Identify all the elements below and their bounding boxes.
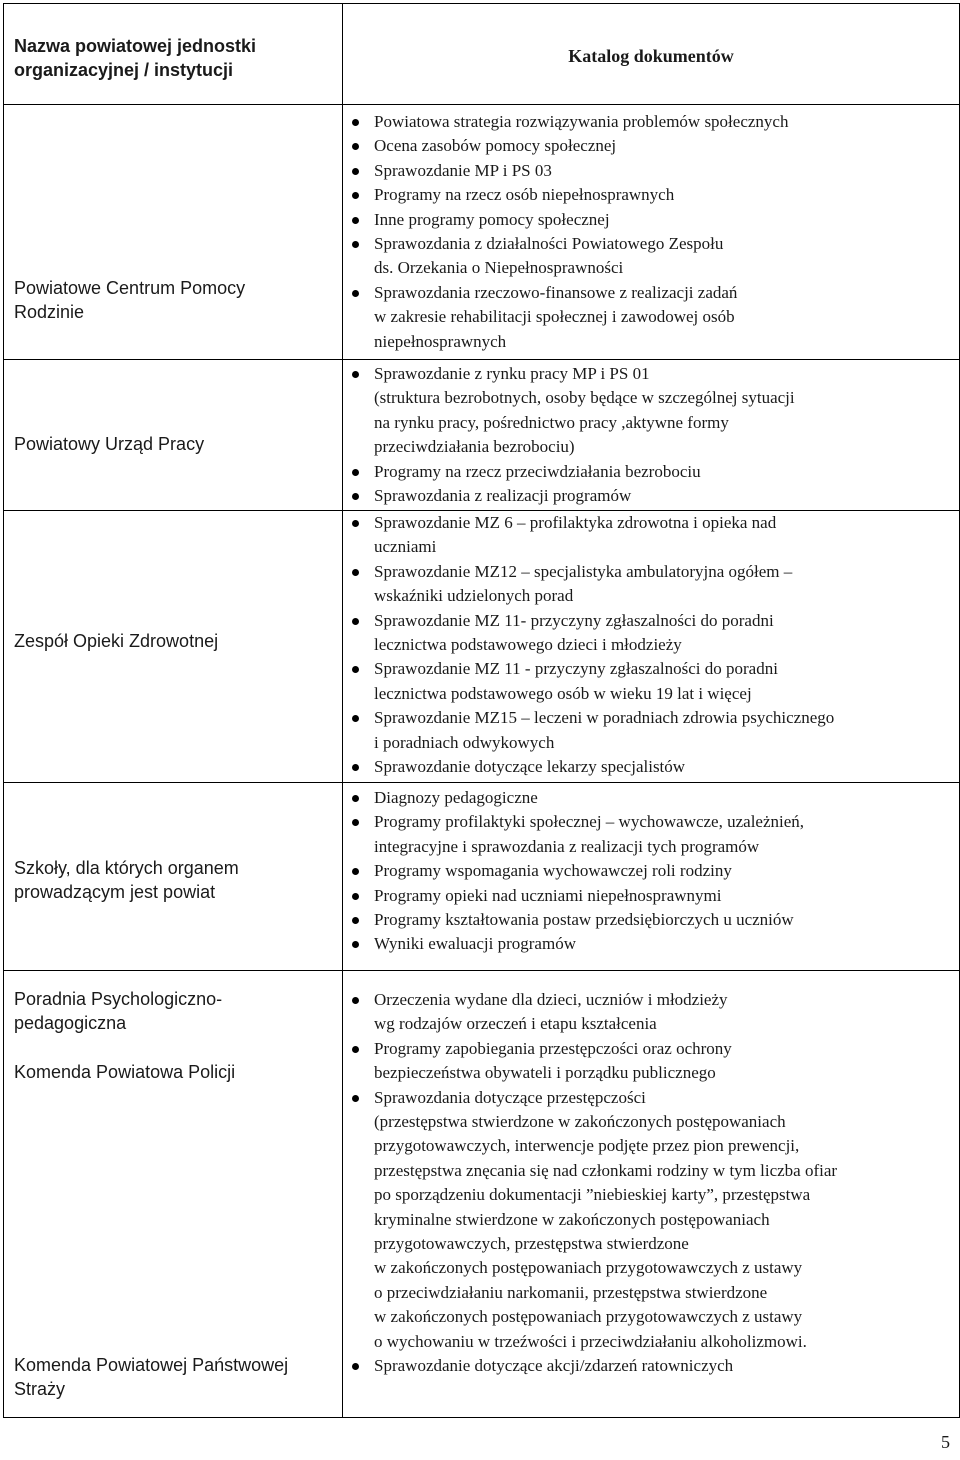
- unit-label-line: Zespół Opieki Zdrowotnej: [14, 631, 219, 651]
- list-item-text: (struktura bezrobotnych, osoby będące w szczególnej sytuacji: [374, 388, 795, 408]
- list-item-text: Sprawozdanie MZ 11 - przyczyny zgłaszalności do poradni: [374, 659, 778, 679]
- unit-label-line: Powiatowy Urząd Pracy: [14, 434, 205, 454]
- list-item-text: Sprawozdanie MZ12 – specjalistyka ambulatoryjna ogółem –: [374, 561, 793, 581]
- unit-label-line: Straży: [14, 1379, 66, 1399]
- list-item-text: i poradniach odwykowych: [374, 732, 555, 752]
- unit-label-line: Poradnia Psychologiczno-: [14, 989, 223, 1009]
- list-item: [350, 159, 950, 183]
- unit-zoz: [14, 629, 314, 653]
- list-item-text: przestępstwa znęcania się nad członkami rodziny w tym liczba ofiar: [374, 1160, 838, 1180]
- list-item-text: przeciwdziałania bezrobociu): [374, 437, 575, 457]
- document-list-poradnia-policja-straz: [350, 988, 950, 1379]
- unit-poradnia: [14, 987, 314, 1035]
- list-item: [350, 484, 950, 508]
- list-item-text: Programy profilaktyki społecznej – wychowawcze, uzależnień,: [374, 812, 805, 832]
- unit-label-line: Szkoły, dla których organem: [14, 858, 239, 878]
- list-item: [350, 755, 950, 779]
- list-item: [350, 786, 950, 810]
- list-item: [350, 1354, 950, 1378]
- list-item: [350, 1037, 950, 1086]
- list-item-text: lecznictwa podstawowego osób w wieku 19 lat i więcej: [374, 683, 752, 703]
- list-item-text: Sprawozdania z działalności Powiatowego Zespołu: [374, 234, 724, 254]
- list-item: [350, 183, 950, 207]
- list-item-text: Sprawozdanie MP i PS 03: [374, 160, 552, 180]
- section-divider: [3, 359, 960, 360]
- list-item: [350, 560, 950, 609]
- list-item-text: Programy zapobiegania przestępczości oraz ochrony: [374, 1038, 732, 1058]
- list-item: [350, 134, 950, 158]
- header-row-divider: [3, 104, 960, 105]
- column-header-unit: [14, 34, 314, 82]
- list-item: [350, 884, 950, 908]
- list-item-text: Sprawozdanie MZ15 – leczeni w poradniach zdrowia psychicznego: [374, 708, 835, 728]
- column-header-catalog: Katalog dokumentów: [568, 46, 734, 66]
- list-item-text: w zakresie rehabilitacji społecznej i zawodowej osób: [374, 307, 735, 327]
- list-item-text: Sprawozdanie dotyczące akcji/zdarzeń ratowniczych: [374, 1356, 734, 1376]
- document-list-szkoly: [350, 786, 950, 957]
- unit-label-line: Powiatowe Centrum Pomocy: [14, 278, 246, 298]
- list-item-text: Sprawozdanie MZ 11- przyczyny zgłaszalności do poradni: [374, 610, 774, 630]
- list-item: [350, 511, 950, 560]
- list-item-text: Sprawozdanie dotyczące lekarzy specjalistów: [374, 757, 686, 777]
- unit-label-line: prowadzącym jest powiat: [14, 882, 216, 902]
- list-item-text: przygotowawczych, interwencje podjęte przez pion prewencji,: [374, 1136, 800, 1156]
- list-item-text: wskaźniki udzielonych porad: [374, 586, 574, 606]
- list-item: [350, 706, 950, 755]
- document-list-zoz: [350, 511, 950, 779]
- section-divider: [3, 782, 960, 783]
- list-item: [350, 932, 950, 956]
- list-item: [350, 460, 950, 484]
- list-item-text: Powiatowa strategia rozwiązywania problemów społecznych: [374, 112, 789, 131]
- list-item-text: Orzeczenia wydane dla dzieci, uczniów i młodzieży: [374, 990, 728, 1009]
- column-divider: [342, 3, 343, 1418]
- list-item: [350, 232, 950, 281]
- unit-straz: [14, 1353, 314, 1401]
- unit-label-line: pedagogiczna: [14, 1013, 127, 1033]
- page-number: 5: [941, 1432, 950, 1452]
- unit-label-line: Komenda Powiatowa Policji: [14, 1062, 236, 1082]
- list-item-text: o przeciwdziałaniu narkomanii, przestępstwa stwierdzone: [374, 1282, 768, 1302]
- list-item: [350, 208, 950, 232]
- list-item: [350, 810, 950, 859]
- list-item: [350, 657, 950, 706]
- list-item: [350, 110, 950, 134]
- header-line: Nazwa powiatowej jednostki: [14, 36, 257, 56]
- list-item: [350, 859, 950, 883]
- list-item-text: po sporządzeniu dokumentacji ”niebieskiej karty”, przestępstwa: [374, 1185, 811, 1205]
- list-item-text: Diagnozy pedagogiczne: [374, 788, 538, 807]
- list-item: [350, 281, 950, 354]
- list-item-text: na rynku pracy, pośrednictwo pracy ,aktywne formy: [374, 412, 729, 432]
- unit-policja: [14, 1060, 314, 1084]
- list-item-text: o wychowaniu w trzeźwości i przeciwdziałaniu alkoholizmowi.: [374, 1331, 807, 1351]
- list-item-text: ds. Orzekania o Niepełnosprawności: [374, 258, 624, 278]
- list-item: [350, 1086, 950, 1354]
- list-item-text: Programy wspomagania wychowawczej roli rodziny: [374, 861, 732, 881]
- list-item-text: Sprawozdania dotyczące przestępczości: [374, 1087, 646, 1107]
- list-item-text: Sprawozdania rzeczowo-finansowe z realizacji zadań: [374, 282, 738, 302]
- list-item-text: uczniami: [374, 537, 437, 557]
- unit-pcpr: [14, 276, 314, 324]
- list-item-text: Programy na rzecz przeciwdziałania bezrobociu: [374, 461, 701, 481]
- list-item-text: lecznictwa podstawowego dzieci i młodzieży: [374, 635, 682, 655]
- list-item: [350, 988, 950, 1037]
- header-line: organizacyjnej / instytucji: [14, 60, 234, 80]
- list-item-text: Wyniki ewaluacji programów: [374, 934, 576, 954]
- unit-label-line: Komenda Powiatowej Państwowej: [14, 1355, 289, 1375]
- list-item-text: kryminalne stwierdzone w zakończonych postępowaniach: [374, 1209, 770, 1229]
- list-item-text: niepełnosprawnych: [374, 331, 507, 351]
- section-divider: [3, 970, 960, 971]
- document-list-pup: [350, 362, 950, 508]
- list-item: [350, 362, 950, 460]
- list-item-text: Sprawozdanie z rynku pracy MP i PS 01: [374, 364, 650, 383]
- list-item-text: Programy na rzecz osób niepełnosprawnych: [374, 185, 675, 205]
- list-item: [350, 908, 950, 932]
- list-item-text: bezpieczeństwa obywateli i porządku publicznego: [374, 1063, 716, 1083]
- unit-szkoly: [14, 856, 314, 904]
- unit-pup: [14, 432, 314, 456]
- list-item-text: Programy kształtowania postaw przedsiębiorczych u uczniów: [374, 910, 794, 930]
- list-item-text: wg rodzajów orzeczeń i etapu kształcenia: [374, 1014, 657, 1034]
- document-list-pcpr: [350, 110, 950, 354]
- list-item-text: przygotowawczych, przestępstwa stwierdzone: [374, 1234, 689, 1254]
- list-item-text: w zakończonych postępowaniach przygotowawczych z ustawy: [374, 1258, 803, 1278]
- list-item-text: Programy opieki nad uczniami niepełnosprawnymi: [374, 885, 722, 905]
- list-item-text: (przestępstwa stwierdzone w zakończonych postępowaniach: [374, 1112, 786, 1132]
- list-item-text: Sprawozdanie MZ 6 – profilaktyka zdrowotna i opieka nad: [374, 513, 777, 532]
- list-item: [350, 609, 950, 658]
- list-item-text: Ocena zasobów pomocy społecznej: [374, 136, 617, 156]
- list-item-text: Sprawozdania z realizacji programów: [374, 486, 632, 506]
- list-item-text: Inne programy pomocy społecznej: [374, 209, 610, 229]
- list-item-text: integracyjne i sprawozdania z realizacji tych programów: [374, 836, 760, 856]
- list-item-text: w zakończonych postępowaniach przygotowawczych z ustawy: [374, 1307, 803, 1327]
- unit-label-line: Rodzinie: [14, 302, 85, 322]
